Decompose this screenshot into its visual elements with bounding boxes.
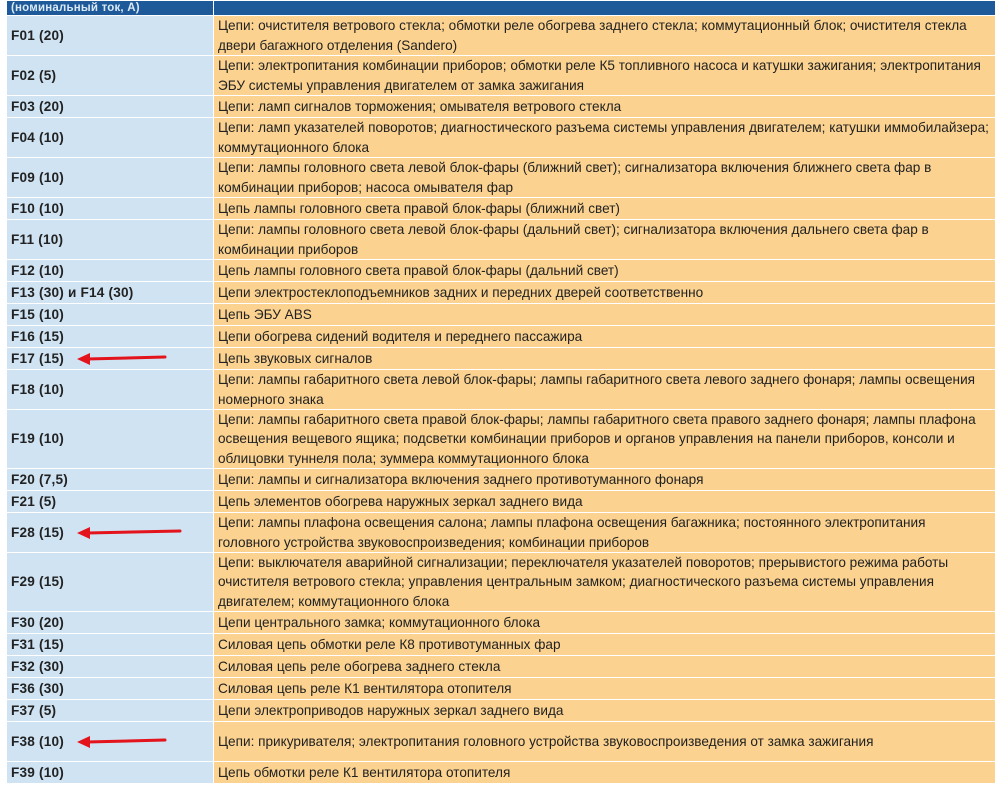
fuse-code-label: F21 (5) bbox=[11, 493, 57, 509]
fuse-code-label: F11 (10) bbox=[11, 231, 64, 247]
header-desc-cell bbox=[214, 1, 996, 16]
fuse-code-label: F12 (10) bbox=[11, 262, 64, 278]
fuse-code-label: F15 (10) bbox=[11, 306, 64, 322]
fuse-description-cell: Силовая цепь обмотки реле К8 противотуманных фар bbox=[214, 634, 996, 656]
table-row bbox=[7, 513, 996, 553]
table-row bbox=[7, 410, 996, 469]
fuse-code-label: F39 (10) bbox=[11, 764, 64, 780]
table-row bbox=[7, 56, 996, 96]
table-row bbox=[7, 612, 996, 634]
fuse-description-cell: Цепь звуковых сигналов bbox=[214, 348, 996, 370]
fuse-description-cell: Цепь элементов обогрева наружных зеркал заднего вида bbox=[214, 491, 996, 513]
fuse-code-cell bbox=[7, 118, 214, 158]
fuse-code-label: F10 (10) bbox=[11, 200, 64, 216]
table-row bbox=[7, 304, 996, 326]
fuse-code-cell bbox=[7, 198, 214, 220]
fuse-description-cell: Цепи: прикуривателя; электропитания головного устройства звуковоспроизведения от замка зажигания bbox=[214, 722, 996, 762]
fuse-code-cell bbox=[7, 513, 214, 553]
fuse-code-label: F09 (10) bbox=[11, 169, 64, 185]
fuse-code-cell bbox=[7, 158, 214, 198]
fuse-code-label: F28 (15) bbox=[11, 524, 64, 540]
fuse-code-label: F37 (5) bbox=[11, 702, 57, 718]
table-row bbox=[7, 158, 996, 198]
fuse-code-label: F38 (10) bbox=[11, 733, 64, 749]
fuse-code-cell bbox=[7, 678, 214, 700]
table-row bbox=[7, 326, 996, 348]
table-row bbox=[7, 370, 996, 410]
table-row bbox=[7, 118, 996, 158]
fuse-table bbox=[6, 0, 996, 784]
table-row bbox=[7, 762, 996, 784]
fuse-code-cell bbox=[7, 220, 214, 260]
fuse-code-label: F19 (10) bbox=[11, 431, 64, 447]
fuse-code-cell bbox=[7, 326, 214, 348]
fuse-code-cell bbox=[7, 282, 214, 304]
fuse-description-cell: Цепи: лампы головного света левой блок-фары (ближний свет); сигнализатора включения ближнего света фар в комбинации приборов; насоса омывателя фар bbox=[214, 158, 996, 198]
table-row bbox=[7, 722, 996, 762]
fuse-description-cell: Цепи: очистителя ветрового стекла; обмотки реле обогрева заднего стекла; коммутационный блок; очистителя стекла двери багажного отделения (Sandero) bbox=[214, 16, 996, 56]
fuse-code-cell bbox=[7, 304, 214, 326]
fuse-code-label: F20 (7,5) bbox=[11, 471, 68, 487]
fuse-code-cell bbox=[7, 722, 214, 762]
fuse-code-cell bbox=[7, 612, 214, 634]
fuse-code-cell bbox=[7, 56, 214, 96]
fuse-description-cell: Цепи обогрева сидений водителя и переднего пассажира bbox=[214, 326, 996, 348]
fuse-code-cell bbox=[7, 656, 214, 678]
fuse-table-body bbox=[7, 1, 996, 784]
table-header-row bbox=[7, 1, 996, 16]
fuse-code-cell bbox=[7, 410, 214, 469]
fuse-code-cell bbox=[7, 260, 214, 282]
fuse-code-label: F31 (15) bbox=[11, 636, 64, 652]
table-row bbox=[7, 553, 996, 612]
fuse-description-cell: Цепи электроприводов наружных зеркал заднего вида bbox=[214, 700, 996, 722]
fuse-description-cell: Цепи: лампы плафона освещения салона; лампы плафона освещения багажника; постоянного электропитания головного устройства звуковоспроизведения; комбинации приборов bbox=[214, 513, 996, 553]
fuse-code-label: F03 (20) bbox=[11, 98, 64, 114]
fuse-code-cell bbox=[7, 762, 214, 784]
fuse-description-cell: Цепь обмотки реле К1 вентилятора отопителя bbox=[214, 762, 996, 784]
red-left-arrow-icon bbox=[77, 527, 182, 539]
fuse-code-label: F29 (15) bbox=[11, 574, 64, 590]
fuse-description-cell: Цепи: лампы головного света левой блок-фары (дальний свет); сигнализатора включения дальнего света фар в комбинации приборов bbox=[214, 220, 996, 260]
fuse-code-label: F32 (30) bbox=[11, 658, 64, 674]
table-row bbox=[7, 491, 996, 513]
table-row bbox=[7, 198, 996, 220]
fuse-code-cell bbox=[7, 634, 214, 656]
fuse-code-label: F04 (10) bbox=[11, 129, 64, 145]
fuse-code-cell bbox=[7, 469, 214, 491]
red-left-arrow-icon bbox=[77, 353, 167, 365]
fuse-code-label: F16 (15) bbox=[11, 328, 64, 344]
fuse-code-cell bbox=[7, 96, 214, 118]
fuse-description-cell: Цепи: лампы и сигнализатора включения заднего противотуманного фонаря bbox=[214, 469, 996, 491]
red-left-arrow-icon bbox=[77, 736, 167, 748]
table-row bbox=[7, 656, 996, 678]
table-row bbox=[7, 678, 996, 700]
fuse-description-cell: Силовая цепь реле обогрева заднего стекла bbox=[214, 656, 996, 678]
fuse-code-cell bbox=[7, 370, 214, 410]
fuse-description-cell: Цепь ЭБУ ABS bbox=[214, 304, 996, 326]
fuse-description-cell: Цепи центрального замка; коммутационного блока bbox=[214, 612, 996, 634]
fuse-description-cell: Цепи: ламп указателей поворотов; диагностического разъема системы управления двигателем; катушки иммобилайзера; коммутационного блока bbox=[214, 118, 996, 158]
fuse-code-label: F02 (5) bbox=[11, 67, 57, 83]
fuse-code-label: F18 (10) bbox=[11, 381, 64, 397]
fuse-code-cell bbox=[7, 491, 214, 513]
fuse-code-label: F01 (20) bbox=[11, 27, 64, 43]
table-row bbox=[7, 348, 996, 370]
table-row bbox=[7, 700, 996, 722]
fuse-code-cell bbox=[7, 348, 214, 370]
fuse-description-cell: Цепи: ламп сигналов торможения; омывателя ветрового стекла bbox=[214, 96, 996, 118]
fuse-description-cell: Цепи: лампы габаритного света левой блок-фары; лампы габаритного света левого заднего фонаря; лампы освещения номерного знака bbox=[214, 370, 996, 410]
header-code-cell: (номинальный ток, А) bbox=[7, 1, 214, 16]
fuse-code-cell bbox=[7, 700, 214, 722]
table-row bbox=[7, 282, 996, 304]
fuse-code-label: F30 (20) bbox=[11, 614, 64, 630]
table-row bbox=[7, 634, 996, 656]
fuse-description-cell: Цепь лампы головного света правой блок-фары (дальний свет) bbox=[214, 260, 996, 282]
table-row bbox=[7, 16, 996, 56]
fuse-description-cell: Цепи: электропитания комбинации приборов; обмотки реле К5 топливного насоса и катушки зажигания; электропитания ЭБУ системы управления двигателем от замка зажигания bbox=[214, 56, 996, 96]
table-row bbox=[7, 220, 996, 260]
table-row bbox=[7, 469, 996, 491]
fuse-code-label: F17 (15) bbox=[11, 350, 64, 366]
fuse-code-cell bbox=[7, 553, 214, 612]
fuse-code-cell bbox=[7, 16, 214, 56]
table-row bbox=[7, 260, 996, 282]
fuse-description-cell: Цепь лампы головного света правой блок-фары (ближний свет) bbox=[214, 198, 996, 220]
fuse-description-cell: Цепи: выключателя аварийной сигнализации; переключателя указателей поворотов; прерывистого режима работы очистителя ветрового стекла; управления центральным замком; диагностического разъема системы управления двигателем; коммутационного блока bbox=[214, 553, 996, 612]
fuse-code-label: F36 (30) bbox=[11, 680, 64, 696]
table-row bbox=[7, 96, 996, 118]
fuse-description-cell: Цепи: лампы габаритного света правой блок-фары; лампы габаритного света правого заднего фонаря; лампы плафона освещения вещевого ящика; подсветки комбинации приборов и органов управления на панели приборов, консоли и облицовки туннеля пола; зуммера коммутационного блока bbox=[214, 410, 996, 469]
fuse-description-cell: Цепи электростеклоподъемников задних и передних дверей соответственно bbox=[214, 282, 996, 304]
fuse-description-cell: Силовая цепь реле К1 вентилятора отопителя bbox=[214, 678, 996, 700]
fuse-code-label: F13 (30) и F14 (30) bbox=[11, 284, 134, 300]
